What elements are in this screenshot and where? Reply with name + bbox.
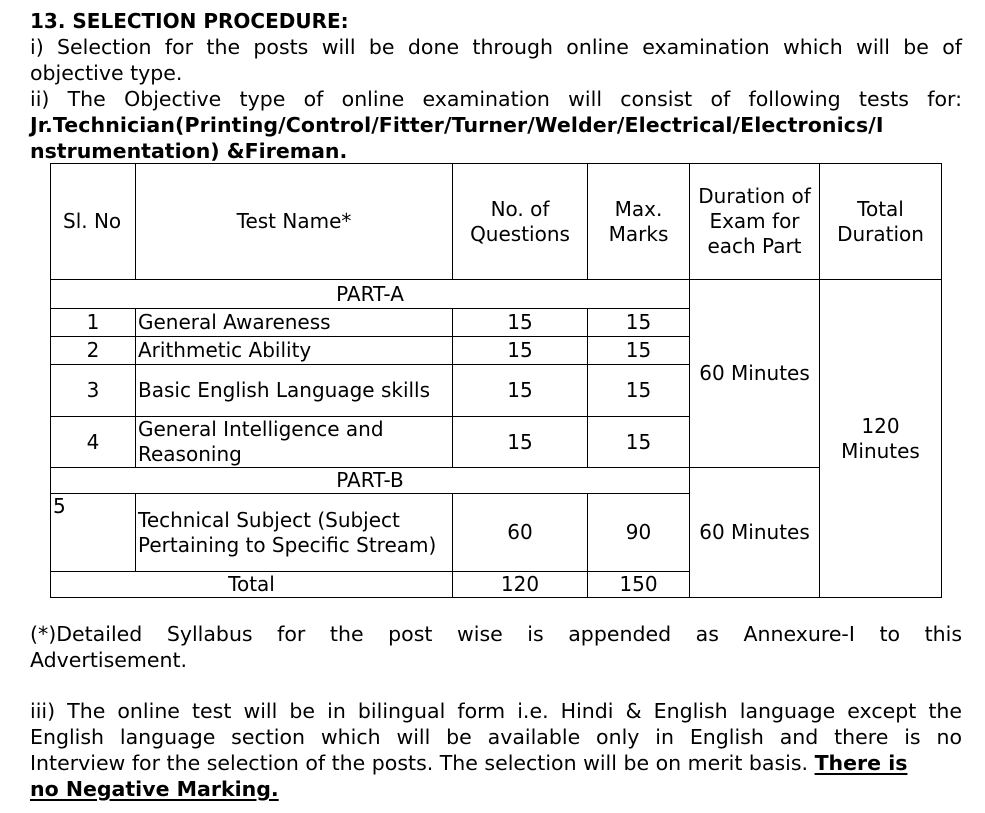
total-questions: 120 xyxy=(453,572,588,598)
total-label: Total xyxy=(51,572,453,598)
row-questions: 60 xyxy=(453,494,588,572)
para3-line-3 xyxy=(30,750,907,776)
total-marks: 150 xyxy=(588,572,690,598)
selection-table xyxy=(50,163,942,598)
row-test-name: Basic English Language skills xyxy=(136,365,453,417)
row-test-name: General Awareness xyxy=(136,309,453,337)
section-heading: 13. SELECTION PROCEDURE: xyxy=(30,9,349,33)
row-questions: 15 xyxy=(453,337,588,365)
header-questions: No. of Questions xyxy=(453,164,588,280)
row-sl: 2 xyxy=(51,337,136,365)
row-sl: 4 xyxy=(51,417,136,468)
row-sl: 1 xyxy=(51,309,136,337)
posts-line-1: Jr.Technician(Printing/Control/Fitter/Turner/Welder/Electrical/Electronics/I xyxy=(30,113,884,137)
row-questions: 15 xyxy=(453,309,588,337)
part-b-label: PART-B xyxy=(51,468,690,494)
row-questions: 15 xyxy=(453,417,588,468)
intro-line-3: ii) The Objective type of online examination will consist of following tests for: xyxy=(30,87,962,111)
row-marks: 15 xyxy=(588,309,690,337)
header-duration-part: Duration of Exam for each Part xyxy=(690,164,820,280)
header-test-name: Test Name* xyxy=(136,164,453,280)
footnote-line-2: Advertisement. xyxy=(30,648,188,672)
para3-line-2: English language section which will be available only in English and there is no xyxy=(30,725,962,749)
part-b-row xyxy=(51,468,942,494)
header-sl: Sl. No xyxy=(51,164,136,280)
header-row xyxy=(51,164,942,280)
row-sl: 5 xyxy=(51,494,136,572)
row-test-name: Technical Subject (Subject Pertaining to Specific Stream) xyxy=(136,494,453,572)
row-test-name: Arithmetic Ability xyxy=(136,337,453,365)
intro-line-2: objective type. xyxy=(30,61,183,85)
row-marks: 15 xyxy=(588,365,690,417)
para3-line-1: iii) The online test will be in bilingual form i.e. Hindi & English language except the xyxy=(30,699,962,723)
total-duration: 120 Minutes xyxy=(820,280,942,598)
row-questions: 15 xyxy=(453,365,588,417)
duration-part-a: 60 Minutes xyxy=(690,280,820,468)
row-sl: 3 xyxy=(51,365,136,417)
no-negative-marking-emphasis-1: There is xyxy=(814,751,908,775)
row-test-name: General Intelligence and Reasoning xyxy=(136,417,453,468)
header-marks: Max. Marks xyxy=(588,164,690,280)
part-a-row xyxy=(51,280,942,309)
row-marks: 15 xyxy=(588,417,690,468)
para3-line-3-text: Interview for the selection of the posts. The selection will be on merit basis. xyxy=(30,751,815,775)
header-total-duration: Total Duration xyxy=(820,164,942,280)
row-marks: 15 xyxy=(588,337,690,365)
duration-part-b: 60 Minutes xyxy=(690,468,820,598)
no-negative-marking-emphasis-2: no Negative Marking. xyxy=(30,777,279,801)
intro-line-1: i) Selection for the posts will be done through online examination which will be of xyxy=(30,35,962,59)
row-marks: 90 xyxy=(588,494,690,572)
footnote-line-1: (*)Detailed Syllabus for the post wise is appended as Annexure-I to this xyxy=(30,622,962,646)
part-a-label: PART-A xyxy=(51,280,690,309)
posts-line-2: nstrumentation) &Fireman. xyxy=(30,139,348,163)
